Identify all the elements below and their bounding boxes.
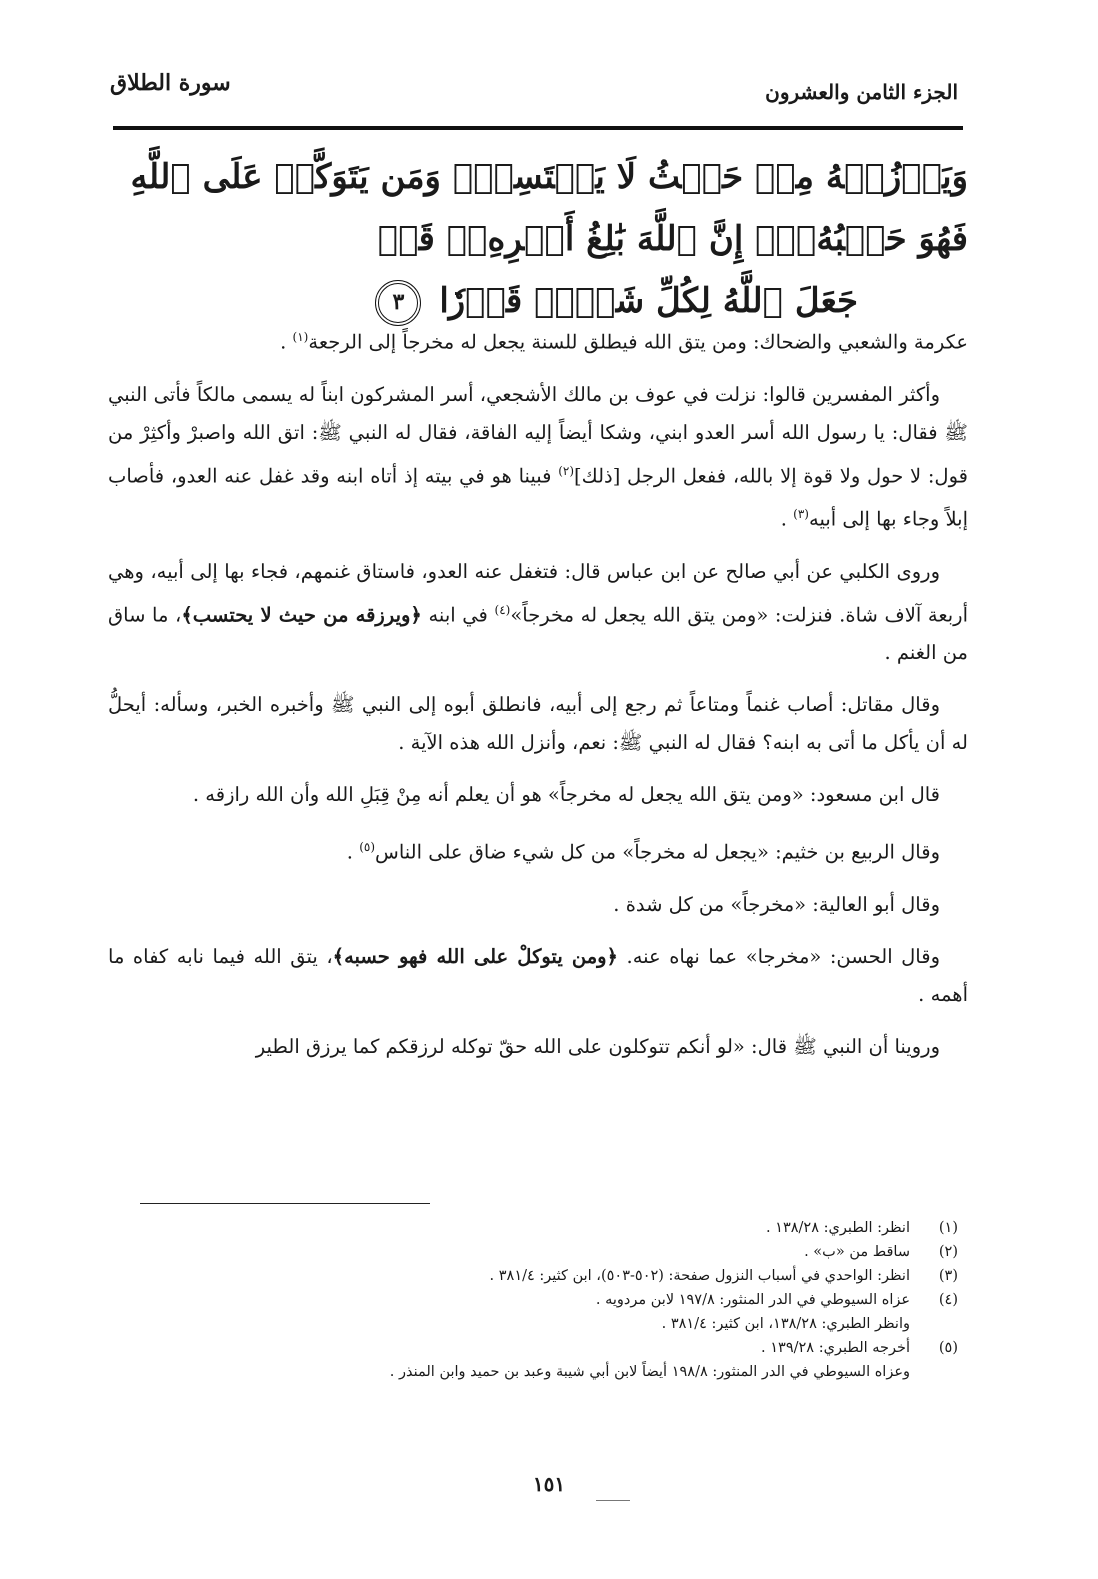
footnote-text: ساقط من «ب» . <box>804 1244 910 1260</box>
footnote-number: (٤) <box>938 1292 958 1308</box>
quoted-verse: ﴿ومن يتوكلْ على الله فهو حسبه﴾ <box>332 944 618 968</box>
footnote <box>140 1240 958 1264</box>
paragraph-text: وقال مقاتل: أصاب غنماً ومتاعاً ثم رجع إلى أبيه، فانطلق أبوه إلى النبي ﷺ وأخبره الخبر، وسأله: أيحلُّ له أن يأكل ما أتى به ابنه؟ فقال له النبي ﷺ: نعم، وأنزل الله هذه الآية . <box>108 693 968 754</box>
footnote-text: انظر: الطبري: ١٣٨/٢٨ . <box>765 1220 910 1236</box>
paragraph <box>108 686 968 762</box>
page-number: ١٥١ <box>532 1472 566 1496</box>
footnotes <box>140 1216 958 1384</box>
quran-verse <box>108 146 968 332</box>
footnote-number: (٥) <box>938 1340 958 1356</box>
paragraph <box>108 776 968 814</box>
paragraph <box>108 318 968 362</box>
footnote-ref: (١) <box>292 330 309 344</box>
paragraph-end: . <box>346 840 360 864</box>
surah-title: سورة الطلاق <box>110 70 231 96</box>
footnote-number: (٣) <box>938 1268 958 1284</box>
footnote <box>140 1216 958 1240</box>
paragraph <box>108 886 968 924</box>
footnote <box>140 1288 958 1336</box>
footnote-rule <box>140 1203 430 1204</box>
paragraph-end: . <box>780 507 794 531</box>
footnote <box>140 1336 958 1384</box>
running-header <box>110 70 958 110</box>
paragraph <box>108 553 968 673</box>
paragraph-text: وروى الكلبي عن أبي صالح عن ابن عباس قال: فتغفل عنه العدو، فاستاق غنمهم، فجاء بها إلى أبيه، وهي أربعة آلاف شاة. فنزلت: «ومن يتق الله يجعل له مخرجاً» <box>108 559 968 626</box>
paragraph-text: فبينا هو في بيته إذ أتاه ابنه وقد غفل عنه العدو، فأصاب إبلاً وجاء بها إلى أبيه <box>108 464 968 531</box>
footnote-ref: (٣) <box>793 507 809 521</box>
verse-line-1: وَيَرۡزُقۡهُ مِنۡ حَيۡثُ لَا يَحۡتَسِبُۚ وَمَن يَتَوَكَّلۡ عَلَى ٱللَّهِ فَهُوَ حَسۡبُهُۥٓۚ إِنَّ ٱللَّهَ بَٰلِغُ أَمۡرِهِۦۚ قَدۡ <box>130 157 968 259</box>
footnote-text: وانظر الطبري: ١٣٨/٢٨، ابن كثير: ٣٨١/٤ . <box>661 1316 910 1332</box>
paragraph-text: في ابنه <box>421 603 495 626</box>
paragraph-text: عكرمة والشعبي والضحاك: ومن يتق الله فيطلق للسنة يجعل له مخرجاً إلى الرجعة <box>308 330 968 354</box>
paragraph <box>108 376 968 539</box>
paragraph-end: ، ما ساق من الغنم . <box>108 603 968 664</box>
paragraph-text: وقال أبو العالية: «مخرجاً» من كل شدة . <box>613 892 940 916</box>
footnote-text: وعزاه السيوطي في الدر المنثور: ١٩٨/٨ أيضاً لابن أبي شيبة وعبد بن حميد وابن المنذر . <box>389 1364 910 1380</box>
quoted-verse: ﴿ويرزقه من حيث لا يحتسب﴾ <box>181 603 422 626</box>
footnote <box>140 1264 958 1288</box>
footnote-ref: (٥) <box>359 840 376 854</box>
paragraph-text: وأكثر المفسرين قالوا: نزلت في عوف بن مالك الأشجعي، أسر المشركون ابناً له يسمى مالكاً فأتى النبي ﷺ فقال: يا رسول الله أسر العدو ابني، وشكا أيضاً إليه الفاقة، فقال له النبي ﷺ: اتق الله واصبرْ وأكثِرْ من قول: لا حول ولا قوة إلا بالله، ففعل الرجل [ذلك] <box>108 382 968 487</box>
paragraph <box>108 1028 968 1066</box>
paragraph-end: ، يتق الله فيما نابه كفاه ما أهمه . <box>108 944 968 1006</box>
paragraph <box>108 938 968 1014</box>
footnote-text: انظر: الواحدي في أسباب النزول صفحة: (٥٠٢-٥٠٣)، ابن كثير: ٣٨١/٤ . <box>489 1268 910 1284</box>
footnote-number: (١) <box>938 1220 958 1236</box>
juz-title: الجزء الثامن والعشرون <box>765 80 958 104</box>
commentary-body <box>108 318 968 1080</box>
paragraph-text: وروينا أن النبي ﷺ قال: «لو أنكم تتوكلون على الله حقّ توكله لرزقكم كما يرزق الطير <box>255 1034 940 1058</box>
footnote-text: أخرجه الطبري: ١٣٩/٢٨ . <box>761 1340 910 1356</box>
paragraph <box>108 828 968 872</box>
footnote-number: (٢) <box>938 1244 958 1260</box>
paragraph-text: قال ابن مسعود: «ومن يتق الله يجعل له مخرجاً» هو أن يعلم أنه مِنْ قِبَلِ الله وأن الله رازقه . <box>192 783 940 806</box>
paragraph-text: وقال الربيع بن خثيم: «يجعل له مخرجاً» من كل شيء ضاق على الناس <box>375 840 940 864</box>
ayah-number-marker: ٣ <box>375 280 421 326</box>
footnote-ref: (٤) <box>494 602 511 617</box>
page-mark <box>596 1500 630 1501</box>
paragraph-text: وقال الحسن: «مخرجا» عما نهاه عنه. <box>618 944 940 968</box>
header-rule <box>113 126 963 130</box>
footnote-text: عزاه السيوطي في الدر المنثور: ١٩٧/٨ لابن مردويه . <box>595 1292 910 1308</box>
paragraph-end: . <box>280 330 293 354</box>
verse-line-2: جَعَلَ ٱللَّهُ لِكُلِّ شَيۡءٖ قَدۡرٗا <box>439 281 858 321</box>
footnote-ref: (٢) <box>558 463 575 478</box>
